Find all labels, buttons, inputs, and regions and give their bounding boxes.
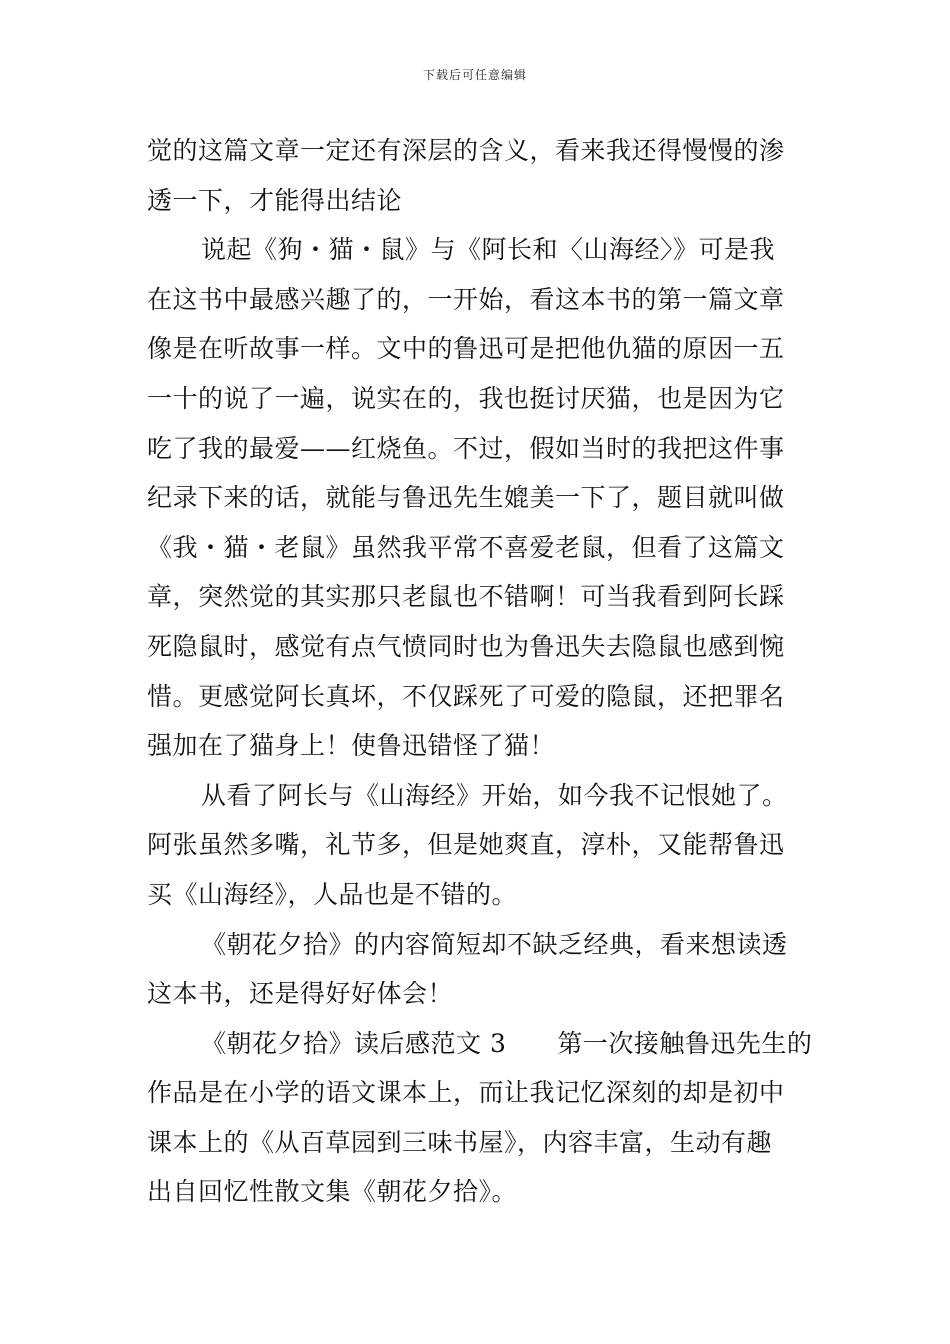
text-line: 觉的这篇文章一定还有深层的含义，看来我还得慢慢的渗 xyxy=(147,136,785,165)
text-line: 《我・猫・老鼠》虽然我平常不喜爱老鼠，但看了这篇文 xyxy=(147,532,785,562)
text-line: 纪录下来的话，就能与鲁迅先生媲美一下了，题目就叫做 xyxy=(147,483,785,513)
text-line: 这本书，还是得好好体会！ xyxy=(147,979,454,1009)
text-line: 像是在听故事一样。文中的鲁迅可是把他仇猫的原因一五 xyxy=(147,334,785,364)
text-line: 买《山海经》，人品也是不错的。 xyxy=(147,879,518,909)
text-line: 强加在了猫身上！使鲁迅错怪了猫！ xyxy=(147,731,556,761)
text-line: 作品是在小学的语文课本上，而让我记忆深刻的却是初中 xyxy=(147,1078,785,1108)
text-line: 惜。更感觉阿长真坏，不仅踩死了可爱的隐鼠，还把罪名 xyxy=(147,681,785,711)
text-line: 一十的说了一遍，说实在的，我也挺讨厌猫，也是因为它 xyxy=(147,383,785,413)
text-line: 章，突然觉的其实那只老鼠也不错啊！可当我看到阿长踩 xyxy=(147,582,785,612)
body-text xyxy=(147,126,812,1217)
text-line: 《朝花夕拾》读后感范文 3 第一次接触鲁迅先生的 xyxy=(201,1028,813,1058)
text-line: 课本上的《从百草园到三味书屋》，内容丰富，生动有趣 xyxy=(147,1127,773,1157)
text-line: 出自回忆性散文集《朝花夕拾》。 xyxy=(147,1177,518,1207)
text-line: 透一下，才能得出结论 xyxy=(147,185,403,215)
text-line: 说起《狗・猫・鼠》与《阿长和〈山海经〉》可是我 xyxy=(201,235,776,265)
text-line: 死隐鼠时，感觉有点气愤同时也为鲁迅失去隐鼠也感到惋 xyxy=(147,631,785,661)
text-line: 从看了阿长与《山海经》开始，如今我不记恨她了。 xyxy=(201,780,788,810)
text-line: 在这书中最感兴趣了的，一开始，看这本书的第一篇文章 xyxy=(147,284,785,314)
text-line: 吃了我的最爱——红烧鱼。不过，假如当时的我把这件事 xyxy=(147,433,785,463)
page-header: 下载后可任意编辑 xyxy=(422,68,527,82)
text-line: 《朝花夕拾》的内容简短却不缺乏经典，看来想读透 xyxy=(201,929,788,959)
text-line: 阿张虽然多嘴，礼节多，但是她爽直，淳朴，又能帮鲁迅 xyxy=(147,830,785,860)
